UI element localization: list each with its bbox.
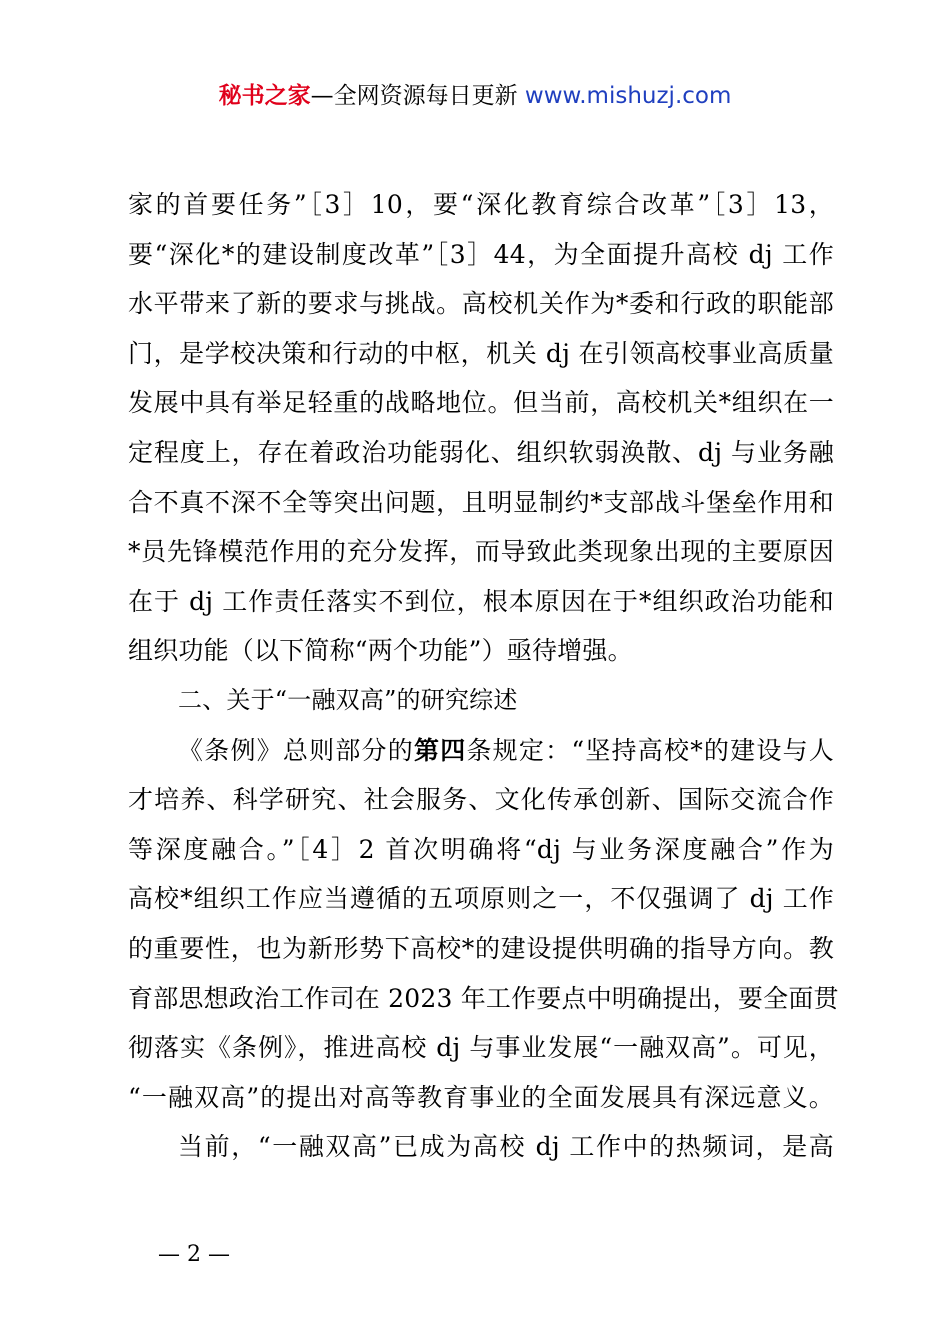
page-header xyxy=(0,80,950,112)
text-line: 育部思想政治工作司在 2023 年工作要点中明确提出，要全面贯 xyxy=(128,983,839,1013)
text-line: *员先锋模范作用的充分发挥，而导致此类现象出现的主要原因 xyxy=(128,537,834,567)
text-line: 的重要性，也为新形势下高校*的建设提供明确的指导方向。教 xyxy=(128,933,834,963)
text-line: 家的首要任务”［3］10，要“深化教育综合改革”［3］13， xyxy=(128,190,834,219)
header-tagline: —全网资源每日更新 xyxy=(310,83,518,109)
body-text xyxy=(128,180,839,1172)
text-segment: 条规定：“坚持高校*的建设与人 xyxy=(466,735,834,765)
text-line: “一融双高”的提出对高等教育事业的全面发展具有深远意义。 xyxy=(128,1082,834,1112)
bold-text: 第四 xyxy=(413,735,467,765)
text-line: 水平带来了新的要求与挑战。高校机关作为*委和行政的职能部 xyxy=(128,289,834,319)
text-line: 合不真不深不全等突出问题，且明显制约*支部战斗堡垒作用和 xyxy=(128,487,834,517)
text-line: 才培养、科学研究、社会服务、文化传承创新、国际交流合作 xyxy=(128,785,834,815)
header-brand: 秘书之家 xyxy=(218,83,311,109)
text-line: 发展中具有举足轻重的战略地位。但当前，高校机关*组织在一 xyxy=(128,388,834,418)
text-line: 当前，“一融双高”已成为高校 dj 工作中的热频词，是高 xyxy=(178,1132,834,1162)
text-line: 组织功能（以下简称“两个功能”）亟待增强。 xyxy=(128,636,633,666)
text-line: 门，是学校决策和行动的中枢，机关 dj 在引领高校事业高质量 xyxy=(128,338,834,368)
header-site-link[interactable]: www.mishuzj.com xyxy=(524,83,732,109)
text-line xyxy=(128,726,834,776)
text-line: 彻落实《条例》，推进高校 dj 与事业发展“一融双高”。可见， xyxy=(128,1033,834,1063)
text-line: 高校*组织工作应当遵循的五项原则之一，不仅强调了 dj 工作 xyxy=(128,884,834,914)
text-line: 要“深化*的建设制度改革”［3］44，为全面提升高校 dj 工作 xyxy=(128,239,834,269)
text-line: 在于 dj 工作责任落实不到位，根本原因在于*组织政治功能和 xyxy=(128,586,834,616)
text-segment: 《条例》总则部分的 xyxy=(178,735,414,765)
section-heading: 二、关于“一融双高”的研究综述 xyxy=(178,685,518,714)
page-number: — 2 — xyxy=(158,1242,230,1267)
text-line: 定程度上，存在着政治功能弱化、组织软弱涣散、dj 与业务融 xyxy=(128,437,834,467)
text-line: 等深度融合。”［4］2 首次明确将“dj 与业务深度融合”作为 xyxy=(128,834,834,864)
